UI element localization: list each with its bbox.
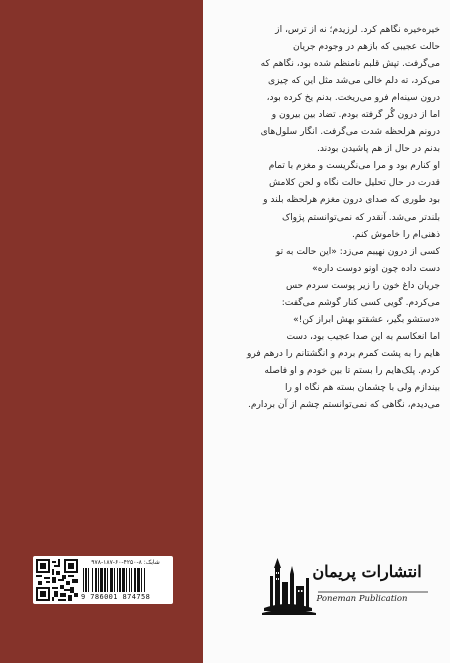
- publisher-latin-name: Poneman Publication: [316, 594, 408, 604]
- blurb-line: کردم. پلک‌هایم را بستم تا بین خودم و او فاصله: [264, 365, 440, 376]
- blurb-line: ذهنی‌ام را خاموش کنم.: [352, 229, 440, 240]
- blurb-line: بود طوری که صدای درون مغزم هرلحظه بلند و: [263, 195, 440, 206]
- blurb-line: بیندازم ولی با چشمان بسته هم نگاه او را: [285, 382, 440, 393]
- blurb-paragraph: [216, 278, 440, 329]
- blurb-line: اما انعکاسم به این صدا عجیب بود، دست: [286, 331, 440, 342]
- blurb-line: قدرت در حال تحلیل حالت نگاه و لحن کلامش: [268, 178, 440, 189]
- blurb-line: می‌کرد، ته دلم خالی می‌شد مثل این که چیزی: [268, 76, 440, 87]
- blurb-line: «دستشو بگیر، عشقتو بهش ابراز کن!»: [293, 314, 440, 325]
- blurb-paragraph: [216, 158, 440, 243]
- blurb-paragraph: [216, 22, 440, 158]
- blurb-line: او کنارم بود و مرا می‌نگریست و مغزم با تمام: [268, 161, 440, 172]
- barcode-digits: 9 786001 874758: [81, 593, 151, 601]
- barcode-label: [33, 556, 173, 604]
- publisher-name: انتشارات پریمان: [312, 562, 422, 581]
- blurb-line: بلندتر می‌شد. آنقدر که نمی‌توانستم پژواک: [282, 212, 440, 223]
- barcode-bars: [81, 568, 171, 592]
- qr-code-icon: [36, 559, 78, 601]
- blurb-line: حالت عجیبی که بازهم در وجودم جریان: [293, 42, 440, 53]
- blurb-line: می‌دیدم، نگاهی که نمی‌توانستم چشم از آن بردارم.: [247, 400, 440, 411]
- blurb-text: [216, 22, 440, 414]
- blurb-line: جریان داغ خون را زیر پوست سردم حس: [285, 280, 440, 291]
- blurb-line: خیره‌خیره نگاهم کرد. لرزیدم؛ نه از ترس، از: [275, 25, 440, 35]
- blurb-line: بدنم در حال از هم پاشیدن بودند.: [316, 144, 440, 155]
- blurb-line: هایم را به پشت کمرم بردم و انگشتانم را درهم فرو: [246, 348, 440, 359]
- blurb-paragraph: [216, 329, 440, 414]
- blurb-line: دست داده چون اونو دوست داره»: [312, 263, 440, 274]
- blurb-line: درونم هرلحظه شدت می‌گرفت. انگار سلول‌های: [260, 127, 440, 138]
- isbn-text: شابک: ۸-۴۲۵۰-۶۰-۱۸۷-۹۷۸: [91, 559, 160, 566]
- blurb-line: اما از درون گُر گرفته بودم. تضاد بین بیرون و: [271, 110, 440, 121]
- blurb-paragraph: [216, 244, 440, 278]
- blurb-line: کسی از درون نهیبم می‌زد: «این حالت به تو: [275, 246, 440, 257]
- blurb-line: درون سینه‌ام فرو می‌ریخت. بدنم یخ کرده بود،: [266, 93, 440, 104]
- blurb-line: می‌کردم. گویی کسی کنار گوشم می‌گفت:: [281, 297, 440, 308]
- blurb-line: می‌گرفت. تپش قلبم نامنظم شده بود، نگاهم که: [260, 59, 440, 70]
